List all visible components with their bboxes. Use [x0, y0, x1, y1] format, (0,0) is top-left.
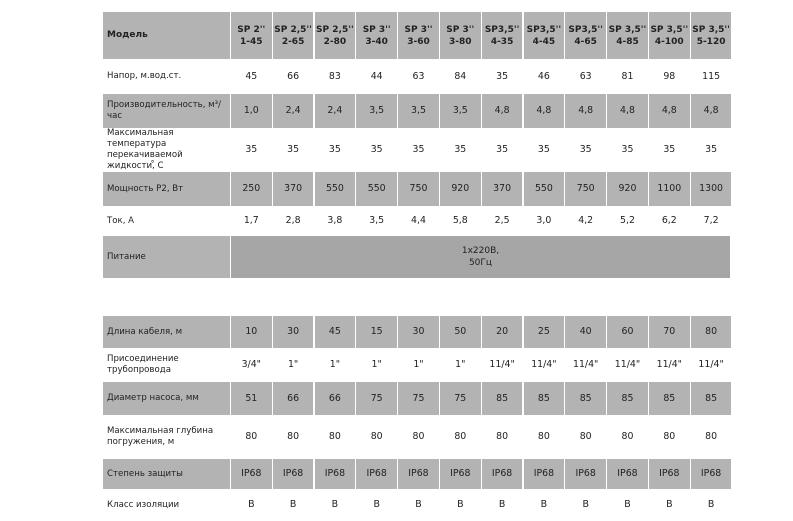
- value-cell: 35: [537, 144, 550, 155]
- value-cell: B: [707, 499, 715, 510]
- value-cell: 35: [621, 144, 634, 155]
- value-cell: 81: [621, 70, 634, 82]
- value-cell: IP68: [524, 459, 565, 489]
- spec-table: [103, 12, 730, 521]
- table-row: [103, 489, 730, 521]
- row-values: [231, 316, 730, 348]
- value-cell: 6,2: [661, 215, 677, 226]
- value-cell: 550: [524, 172, 565, 206]
- row-label: Модель: [103, 12, 230, 59]
- value-cell: 35: [496, 70, 509, 82]
- value-cell: B: [498, 499, 506, 510]
- value-cell: 83: [328, 70, 341, 82]
- value-cell: 1100: [649, 172, 690, 206]
- value-cell: 80: [287, 431, 300, 442]
- value-cell: 7,2: [703, 215, 719, 226]
- value-cell: IP68: [273, 459, 314, 489]
- value-cell: 35: [663, 144, 676, 155]
- value-cell: 15: [356, 316, 397, 348]
- value-cell: 920: [607, 172, 648, 206]
- value-cell: 80: [579, 431, 592, 442]
- value-cell: 80: [370, 431, 383, 442]
- value-cell: 2,8: [285, 215, 301, 226]
- model-header-cell: SP 3'' 3-60: [398, 12, 439, 59]
- value-cell: 10: [231, 316, 272, 348]
- value-cell: B: [415, 499, 422, 510]
- table-row: [103, 206, 730, 236]
- row-values: [231, 172, 730, 206]
- value-cell: 45: [245, 70, 258, 82]
- value-cell: 98: [663, 70, 676, 82]
- value-cell: 35: [328, 144, 341, 155]
- value-cell: 2,4: [315, 94, 356, 128]
- value-cell: 35: [287, 144, 300, 155]
- model-header-cell: SP 2,5'' 2-65: [273, 12, 314, 59]
- row-label: Ток, А: [107, 215, 135, 226]
- value-cell: B: [457, 499, 464, 510]
- row-label: Мощность Р2, Вт: [103, 172, 230, 206]
- value-cell: 80: [537, 431, 550, 442]
- table-header-row: [103, 12, 730, 59]
- row-label: Производительность, м³/час: [103, 94, 230, 128]
- value-cell: 2,5: [494, 215, 510, 226]
- row-spacer: [103, 278, 730, 316]
- row-label: Напор, м.вод.ст.: [107, 71, 182, 81]
- row-label: Максимальная глубина погружения, м: [107, 426, 214, 447]
- value-cell: 750: [565, 172, 606, 206]
- table-row: [103, 348, 730, 382]
- row-label: Степень защиты: [103, 459, 230, 489]
- row-values: [231, 94, 730, 128]
- value-cell: B: [540, 499, 548, 510]
- value-cell: IP68: [440, 459, 481, 489]
- row-label: Класс изоляции: [107, 499, 180, 510]
- value-cell: 85: [482, 382, 523, 415]
- value-cell: IP68: [231, 459, 272, 489]
- value-cell: 80: [412, 431, 425, 442]
- value-cell: 4,8: [524, 94, 565, 128]
- value-cell: 85: [607, 382, 648, 415]
- value-cell: 11/4": [656, 359, 682, 370]
- value-cell: 30: [273, 316, 314, 348]
- value-cell: 3,8: [327, 215, 343, 226]
- value-cell: IP68: [398, 459, 439, 489]
- value-cell: 85: [565, 382, 606, 415]
- value-cell: 370: [482, 172, 523, 206]
- value-cell: 4,8: [649, 94, 690, 128]
- value-cell: 80: [705, 431, 718, 442]
- row-label: Диаметр насоса, мм: [103, 382, 230, 415]
- model-header-cell: SP 3,5'' 5-120: [691, 12, 732, 59]
- value-cell: 4,4: [411, 215, 426, 226]
- value-cell: 1": [455, 359, 466, 370]
- row-label: Присоединение трубопровода: [107, 354, 179, 375]
- value-cell: 75: [440, 382, 481, 415]
- model-header-cell: SP 3'' 3-40: [356, 12, 397, 59]
- value-cell: 920: [440, 172, 481, 206]
- value-cell: 35: [705, 144, 718, 155]
- value-cell: 25: [524, 316, 565, 348]
- table-row: [103, 172, 730, 206]
- model-header-cell: SP 3,5'' 4-100: [649, 12, 690, 59]
- value-cell: 3,5: [356, 94, 397, 128]
- value-cell: 63: [579, 70, 592, 82]
- row-values: [231, 459, 730, 489]
- value-cell: 550: [356, 172, 397, 206]
- table-row: [103, 459, 730, 489]
- value-cell: 80: [663, 431, 676, 442]
- value-cell: 70: [649, 316, 690, 348]
- model-header-cell: SP 3,5'' 4-85: [607, 12, 648, 59]
- value-cell: 80: [454, 431, 467, 442]
- value-cell: B: [666, 499, 673, 510]
- value-cell: 40: [565, 316, 606, 348]
- value-cell: 85: [649, 382, 690, 415]
- model-header-cell: SP 2'' 1-45: [231, 12, 272, 59]
- value-cell: 1300: [691, 172, 732, 206]
- value-cell: 3,5: [398, 94, 439, 128]
- value-cell: 35: [370, 144, 383, 155]
- value-cell: B: [331, 499, 339, 510]
- value-cell: 1": [287, 359, 299, 370]
- value-cell: 66: [287, 70, 300, 82]
- value-cell: 1": [371, 359, 382, 370]
- value-cell: IP68: [607, 459, 648, 489]
- value-cell: 44: [370, 70, 383, 82]
- value-cell: 80: [691, 316, 732, 348]
- value-cell: 75: [398, 382, 439, 415]
- row-values: [231, 12, 730, 59]
- value-cell: IP68: [565, 459, 606, 489]
- row-label: Питание: [103, 236, 230, 278]
- row-values: [231, 489, 730, 521]
- table-row: [103, 415, 730, 459]
- value-cell: 4,8: [607, 94, 648, 128]
- value-cell: 80: [621, 431, 634, 442]
- value-cell: IP68: [649, 459, 690, 489]
- value-cell: 45: [315, 316, 356, 348]
- row-values: [231, 128, 730, 172]
- merged-value-cell: 1х220В, 50Гц: [231, 236, 730, 278]
- value-cell: 11/4": [698, 359, 724, 370]
- value-cell: 50: [440, 316, 481, 348]
- value-cell: 3,5: [440, 94, 481, 128]
- value-cell: IP68: [482, 459, 523, 489]
- value-cell: 1,0: [231, 94, 272, 128]
- value-cell: 115: [702, 70, 721, 82]
- value-cell: 35: [496, 144, 509, 155]
- value-cell: 35: [579, 144, 592, 155]
- table-row: [103, 316, 730, 348]
- value-cell: IP68: [315, 459, 356, 489]
- value-cell: 46: [537, 70, 550, 82]
- value-cell: 11/4": [531, 359, 557, 370]
- model-header-cell: SP3,5'' 4-35: [482, 12, 523, 59]
- value-cell: IP68: [691, 459, 732, 489]
- row-values: [231, 382, 730, 415]
- value-cell: 30: [398, 316, 439, 348]
- value-cell: 11/4": [573, 359, 599, 370]
- value-cell: B: [248, 499, 255, 510]
- row-values: [231, 415, 730, 459]
- value-cell: 3/4": [241, 359, 261, 370]
- value-cell: 3,5: [369, 215, 385, 226]
- table-row: [103, 236, 730, 278]
- value-cell: 550: [315, 172, 356, 206]
- value-cell: 4,2: [578, 215, 594, 226]
- value-cell: 85: [691, 382, 732, 415]
- value-cell: 66: [315, 382, 356, 415]
- value-cell: 4,8: [565, 94, 606, 128]
- model-header-cell: SP 2,5'' 2-80: [315, 12, 356, 59]
- value-cell: 1,7: [243, 215, 259, 226]
- value-cell: 35: [245, 144, 258, 155]
- value-cell: 750: [398, 172, 439, 206]
- row-label: Максимальная температура перекачиваемой жидкости,̊ С: [107, 128, 183, 171]
- row-values: [231, 348, 730, 382]
- value-cell: 80: [496, 431, 509, 442]
- value-cell: 84: [454, 70, 467, 82]
- table-row: [103, 59, 730, 94]
- value-cell: 60: [607, 316, 648, 348]
- value-cell: 35: [454, 144, 467, 155]
- value-cell: 11/4": [489, 359, 515, 370]
- value-cell: 35: [412, 144, 425, 155]
- row-label: Длина кабеля, м: [103, 316, 230, 348]
- table-row: [103, 94, 730, 128]
- value-cell: 51: [231, 382, 272, 415]
- row-values: [231, 59, 730, 94]
- value-cell: 75: [356, 382, 397, 415]
- value-cell: 3,0: [536, 215, 552, 226]
- value-cell: B: [624, 499, 631, 510]
- value-cell: B: [289, 499, 297, 510]
- value-cell: 63: [412, 70, 425, 82]
- value-cell: 20: [482, 316, 523, 348]
- table-row: [103, 382, 730, 415]
- row-values: [231, 206, 730, 236]
- value-cell: 1": [329, 359, 341, 370]
- value-cell: B: [582, 499, 589, 510]
- value-cell: 85: [524, 382, 565, 415]
- value-cell: 4,8: [691, 94, 732, 128]
- value-cell: 80: [328, 431, 341, 442]
- value-cell: 370: [273, 172, 314, 206]
- model-header-cell: SP3,5'' 4-65: [565, 12, 606, 59]
- value-cell: 5,8: [452, 215, 468, 226]
- value-cell: 11/4": [614, 359, 641, 370]
- value-cell: 250: [231, 172, 272, 206]
- value-cell: 5,2: [620, 215, 635, 226]
- model-header-cell: SP 3'' 3-80: [440, 12, 481, 59]
- value-cell: 80: [245, 431, 258, 442]
- value-cell: 2,4: [273, 94, 314, 128]
- value-cell: 1": [413, 359, 424, 370]
- value-cell: IP68: [356, 459, 397, 489]
- model-header-cell: SP3,5'' 4-45: [524, 12, 565, 59]
- value-cell: 66: [273, 382, 314, 415]
- table-row: [103, 128, 730, 172]
- value-cell: 4,8: [482, 94, 523, 128]
- value-cell: B: [373, 499, 380, 510]
